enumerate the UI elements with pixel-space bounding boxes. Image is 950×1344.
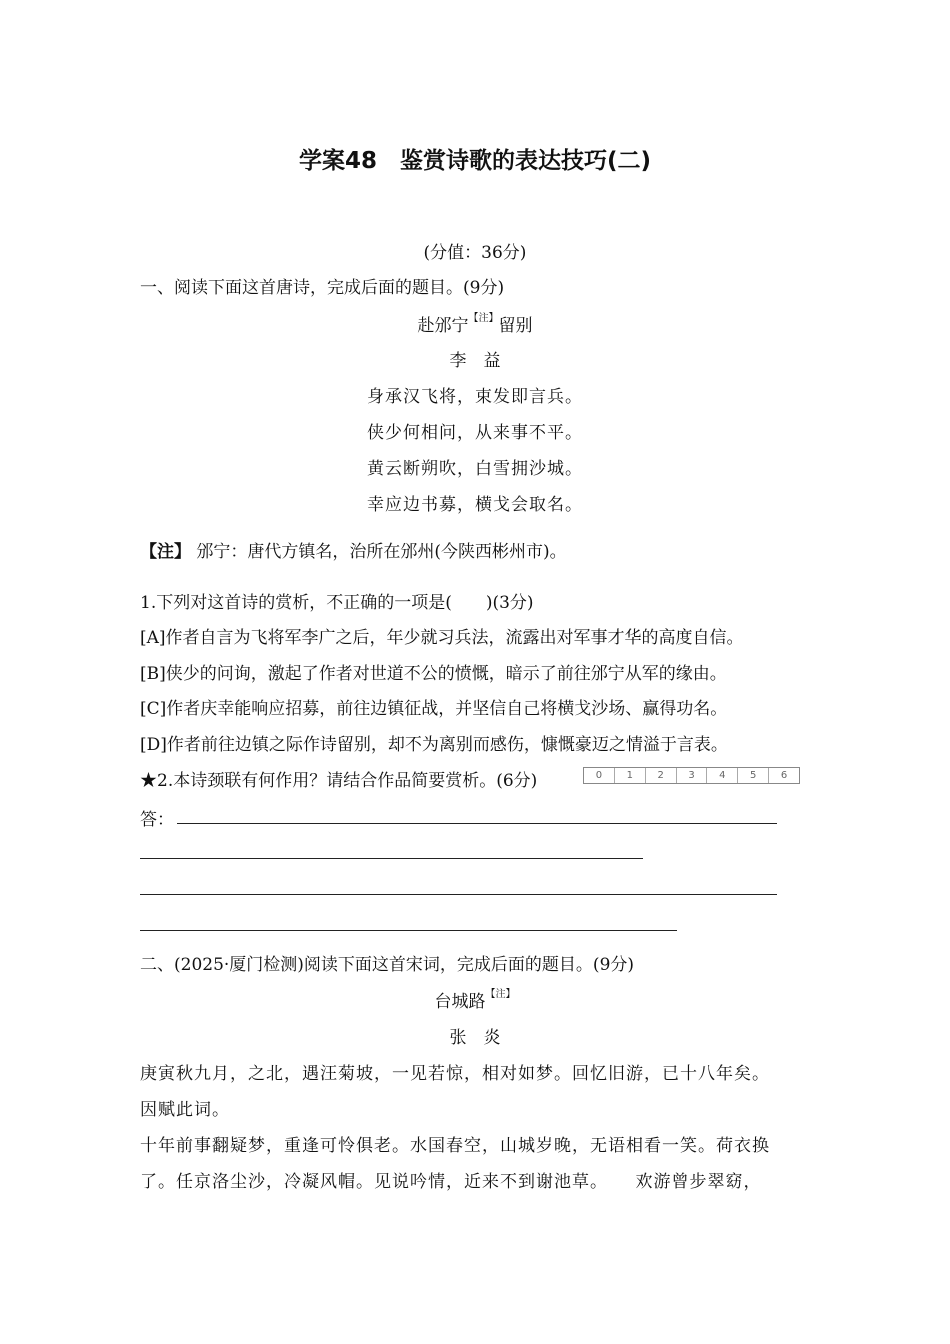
q2-stem: ★2.本诗颈联有何作用？请结合作品简要赏析。(6分) [140, 771, 538, 791]
poem1-title [0, 311, 950, 336]
poem2-title-note-mark: 【注】 [485, 989, 516, 1000]
poem1-title-tail: 留别 [498, 316, 533, 336]
poem1-line: 幸应边书募，横戈会取名。 [367, 495, 583, 515]
poem1-title-note-mark: 【注】 [468, 313, 499, 324]
poem1-line: 黄云断朔吹，白雪拥沙城。 [367, 459, 583, 479]
poem1-note [140, 537, 567, 562]
poem1-title-text: 赴邠宁 [417, 316, 469, 336]
poem2-text: 十年前事翻疑梦，重逢可怜俱老。水国春空，山城岁晚，无语相看一笑。荷衣换 [140, 1136, 770, 1156]
score-box-grid[interactable] [583, 767, 800, 784]
page-title: 学案48 鉴赏诗歌的表达技巧(二) [298, 148, 652, 174]
score-box[interactable]: 5 [738, 768, 769, 783]
answer-label: 答： [140, 810, 174, 830]
poem2-preface: 因赋此词。 [140, 1100, 230, 1120]
score-box[interactable]: 3 [677, 768, 708, 783]
poem2-author: 张 炎 [449, 1028, 501, 1048]
section2-heading: 二、(2025·厦门检测)阅读下面这首宋词，完成后面的题目。(9分) [140, 955, 635, 975]
poem2-title [0, 987, 950, 1012]
q1-option-b[interactable]: [B]侠少的问询，激起了作者对世道不公的愤慨，暗示了前往邠宁从军的缘由。 [140, 664, 727, 684]
poem1-author: 李 益 [449, 351, 501, 371]
poem1-line: 侠少何相问，从来事不平。 [367, 423, 583, 443]
poem2-title-text: 台城路 [434, 992, 486, 1012]
q1-option-c[interactable]: [C]作者庆幸能响应招募，前往边镇征战，并坚信自己将横戈沙场、赢得功名。 [140, 699, 728, 719]
score-box[interactable]: 4 [707, 768, 738, 783]
score-box[interactable]: 0 [584, 768, 615, 783]
answer-line[interactable] [140, 894, 777, 895]
q1-option-a[interactable]: [A]作者自言为飞将军李广之后，年少就习兵法，流露出对军事才华的高度自信。 [140, 628, 744, 648]
score-total: (分值：36分) [423, 243, 527, 263]
score-box[interactable]: 1 [615, 768, 646, 783]
poem1-line: 身承汉飞将，束发即言兵。 [367, 387, 583, 407]
poem2-preface: 庚寅秋九月，之北，遇汪菊坡，一见若惊，相对如梦。回忆旧游，已十八年矣。 [140, 1064, 770, 1084]
note-text: 邠宁：唐代方镇名，治所在邠州(今陕西彬州市)。 [196, 542, 567, 562]
answer-line[interactable] [140, 858, 643, 859]
section1-heading: 一、阅读下面这首唐诗，完成后面的题目。(9分) [140, 278, 505, 298]
score-box[interactable]: 6 [780, 770, 788, 781]
note-label: 【注】 [140, 542, 191, 562]
answer-line[interactable] [140, 930, 677, 931]
poem2-text: 了。任京洛尘沙，冷凝风帽。见说吟情，近来不到谢池草。 欢游曾步翠窈， [140, 1172, 762, 1192]
score-box[interactable]: 2 [646, 768, 677, 783]
answer-line[interactable] [177, 823, 777, 824]
q1-stem: 1.下列对这首诗的赏析，不正确的一项是( )(3分) [140, 593, 534, 613]
q1-option-d[interactable]: [D]作者前往边镇之际作诗留别，却不为离别而感伤，慷慨豪迈之情溢于言表。 [140, 735, 728, 755]
